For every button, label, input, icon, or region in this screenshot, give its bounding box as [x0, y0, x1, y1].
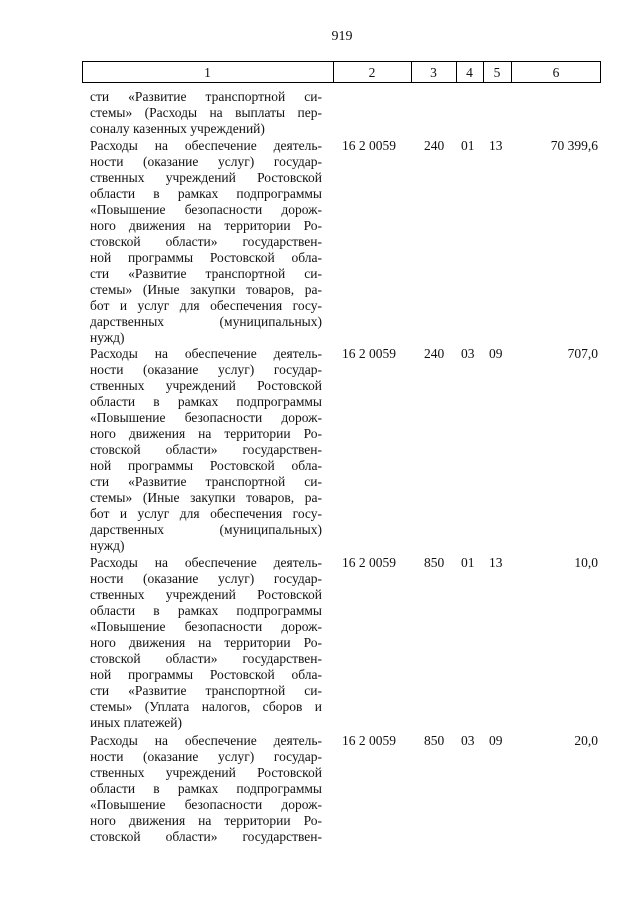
text-line: нужд): [90, 330, 125, 345]
text-line: бот и услуг для обеспечения госу-: [90, 506, 322, 521]
subsection-code: 13: [489, 555, 503, 570]
text-line: ной программы Ростовской обла-: [90, 458, 322, 473]
text-line: ного движения на территории Ро-: [90, 426, 322, 441]
text-line: стемы» (Иные закупки товаров, ра-: [90, 490, 322, 505]
text-line: «Повышение безопасности дорож-: [90, 797, 322, 812]
text-line: Расходы на обеспечение деятель-: [90, 138, 322, 153]
expense-type: 850: [424, 733, 445, 748]
text-line: стемы» (Уплата налогов, сборов и: [90, 699, 322, 714]
text-line: сти «Развитие транспортной си-: [90, 266, 322, 281]
text-line: ственных учреждений Ростовской: [90, 587, 322, 602]
text-line: дарственных (муниципальных): [90, 522, 322, 537]
text-line: дарственных (муниципальных): [90, 314, 322, 329]
text-line: ной программы Ростовской обла-: [90, 250, 322, 265]
text-line: ного движения на территории Ро-: [90, 635, 322, 650]
text-line: нужд): [90, 538, 125, 553]
text-line: «Повышение безопасности дорож-: [90, 619, 322, 634]
section-code: 03: [461, 346, 475, 361]
text-line: Расходы на обеспечение деятель-: [90, 555, 322, 570]
text-line: ного движения на территории Ро-: [90, 813, 322, 828]
text-line: Расходы на обеспечение деятель-: [90, 346, 322, 361]
text-line: ности (оказание услуг) государ-: [90, 154, 322, 169]
expense-type: 240: [424, 138, 445, 153]
text-line: ности (оказание услуг) государ-: [90, 362, 322, 377]
text-line: стовской области» государствен-: [90, 651, 322, 666]
text-line: ного движения на территории Ро-: [90, 218, 322, 233]
text-line: ности (оказание услуг) государ-: [90, 571, 322, 586]
text-line: ственных учреждений Ростовской: [90, 378, 322, 393]
subsection-code: 13: [489, 138, 503, 153]
text-line: области в рамках подпрограммы: [90, 603, 322, 618]
text-line: ной программы Ростовской обла-: [90, 667, 322, 682]
expense-type: 240: [424, 346, 445, 361]
row-description: [90, 733, 322, 845]
text-line: стовской области» государствен-: [90, 829, 322, 844]
row-description: [90, 138, 322, 346]
text-line: «Повышение безопасности дорож-: [90, 410, 322, 425]
row-description: [90, 346, 322, 554]
text-line: бот и услуг для обеспечения госу-: [90, 298, 322, 313]
amount: 10,0: [574, 555, 598, 570]
expense-type: 850: [424, 555, 445, 570]
target-code: 16 2 0059: [342, 346, 396, 361]
section-code: 01: [461, 138, 475, 153]
section-code: 01: [461, 555, 475, 570]
target-code: 16 2 0059: [342, 138, 396, 153]
text-line: стемы» (Иные закупки товаров, ра-: [90, 282, 322, 297]
header-col-6: 6: [511, 61, 601, 83]
header-col-4: 4: [456, 61, 483, 83]
text-line: сти «Развитие транспортной си-: [90, 89, 322, 104]
text-line: стовской области» государствен-: [90, 442, 322, 457]
subsection-code: 09: [489, 346, 503, 361]
text-line: стемы» (Расходы на выплаты пер-: [90, 105, 322, 120]
header-col-2: 2: [333, 61, 411, 83]
page-number: 919: [331, 29, 353, 44]
continuation-text: [90, 89, 322, 137]
header-border-right: [600, 61, 601, 83]
text-line: соналу казенных учреждений): [90, 121, 265, 136]
text-line: ственных учреждений Ростовской: [90, 170, 322, 185]
text-line: области в рамках подпрограммы: [90, 186, 322, 201]
text-line: Расходы на обеспечение деятель-: [90, 733, 322, 748]
text-line: иных платежей): [90, 715, 183, 730]
text-line: стовской области» государствен-: [90, 234, 322, 249]
amount: 70 399,6: [550, 138, 598, 153]
text-line: области в рамках подпрограммы: [90, 781, 322, 796]
text-line: ности (оказание услуг) государ-: [90, 749, 322, 764]
amount: 20,0: [574, 733, 598, 748]
text-line: «Повышение безопасности дорож-: [90, 202, 322, 217]
header-col-3: 3: [411, 61, 456, 83]
amount: 707,0: [567, 346, 598, 361]
subsection-code: 09: [489, 733, 503, 748]
row-description: [90, 555, 322, 731]
header-col-1: 1: [82, 61, 333, 83]
target-code: 16 2 0059: [342, 733, 396, 748]
text-line: ственных учреждений Ростовской: [90, 765, 322, 780]
section-code: 03: [461, 733, 475, 748]
text-line: сти «Развитие транспортной си-: [90, 683, 322, 698]
text-line: сти «Развитие транспортной си-: [90, 474, 322, 489]
header-col-5: 5: [483, 61, 511, 83]
target-code: 16 2 0059: [342, 555, 396, 570]
text-line: области в рамках подпрограммы: [90, 394, 322, 409]
